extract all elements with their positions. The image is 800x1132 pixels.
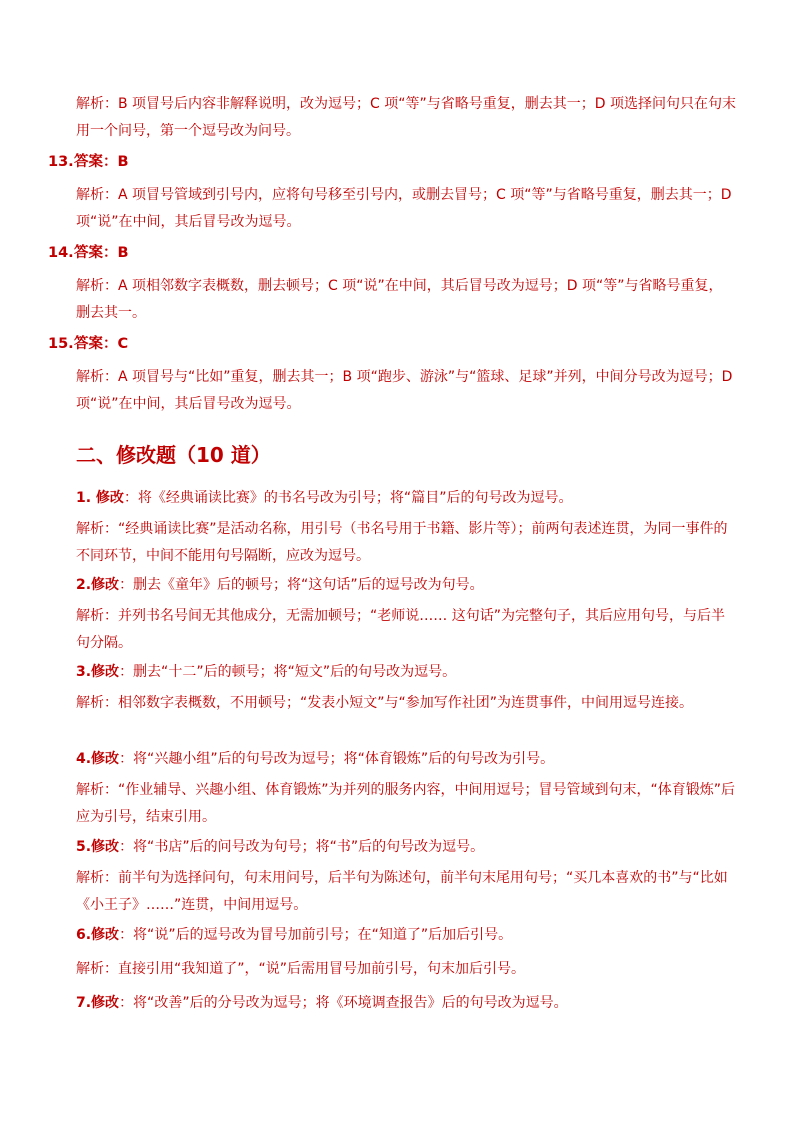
fix-text: ：将《经典诵读比赛》的书名号改为引号；将“篇目”后的句号改为逗号。 <box>123 490 573 506</box>
fix-label: 3.修改 <box>76 664 120 680</box>
answer-13-explanation: 解析：A 项冒号管域到引号内，应将句号移至引号内，或删去冒号；C 项“等”与省略号重复，删去其一；D 项“说”在中间，其后冒号改为逗号。 <box>76 187 732 230</box>
fix-item-3 <box>76 659 736 686</box>
fix-label: 5.修改 <box>76 839 120 855</box>
answer-label: 答案：C <box>74 336 129 352</box>
fix-item-4 <box>76 746 736 773</box>
answer-15 <box>48 333 128 355</box>
fix-text: ：将“改善”后的分号改为逗号；将《环境调查报告》后的句号改为逗号。 <box>119 995 568 1011</box>
fix-item-2 <box>76 572 736 599</box>
answer-number: 15. <box>48 336 74 352</box>
fix-4-explanation: 解析：“作业辅导、兴趣小组、体育锻炼”为并列的服务内容，中间用逗号；冒号管域到句末，“体育锻炼”后应为引号，结束引用。 <box>76 782 736 825</box>
fix-label: 7.修改 <box>76 995 120 1011</box>
fix-item-6 <box>76 922 736 949</box>
answer-number: 13. <box>48 154 74 170</box>
answer-number: 14. <box>48 245 74 261</box>
fix-5-explanation: 解析：前半句为选择问句，句末用问号，后半句为陈述句，前半句末尾用句号；“买几本喜欢的书”与“比如《小王子》……”连贯，中间用逗号。 <box>76 870 728 913</box>
answer-14 <box>48 242 129 264</box>
fix-6-explanation: 解析：直接引用“我知道了”，“说”后需用冒号加前引号，句末加后引号。 <box>76 961 526 977</box>
fix-item-5 <box>76 834 736 861</box>
answer-13 <box>48 151 129 173</box>
answer-label: 答案：B <box>74 154 129 170</box>
fix-item-1 <box>76 485 736 512</box>
answer-label: 答案：B <box>74 245 129 261</box>
fix-text: ：将“书店”后的问号改为句号；将“书”后的句号改为逗号。 <box>119 839 485 855</box>
previous-answer-explanation: 解析：B 项冒号后内容非解释说明，改为逗号；C 项“等”与省略号重复，删去其一；D 项选择问句只在句末用一个问号，第一个逗号改为问号。 <box>76 96 737 139</box>
fix-1-explanation: 解析：“经典诵读比赛”是活动名称，用引号（书名号用于书籍、影片等）；前两句表述连贯，为同一事件的不同环节，中间不能用句号隔断，应改为逗号。 <box>76 521 728 564</box>
fix-item-7 <box>76 990 736 1017</box>
fix-label: 2.修改 <box>76 577 120 593</box>
fix-text: ：将“兴趣小组”后的句号改为逗号；将“体育锻炼”后的句号改为引号。 <box>119 751 555 767</box>
fix-label: 1. 修改 <box>76 490 124 506</box>
fix-label: 4.修改 <box>76 751 120 767</box>
fix-text: ：将“说”后的逗号改为冒号加前引号；在“知道了”后加后引号。 <box>119 927 513 943</box>
answer-14-explanation: 解析：A 项相邻数字表概数，删去顿号；C 项“说”在中间，其后冒号改为逗号；D 项“等”与省略号重复，删去其一。 <box>76 278 723 321</box>
fix-label: 6.修改 <box>76 927 120 943</box>
fix-text: ：删去“十二”后的顿号；将“短文”后的句号改为逗号。 <box>119 664 457 680</box>
fix-text: ：删去《童年》后的顿号；将“这句话”后的逗号改为句号。 <box>119 577 484 593</box>
fix-3-explanation: 解析：相邻数字表概数，不用顿号；“发表小短文”与“参加写作社团”为连贯事件，中间用逗号连接。 <box>76 695 694 711</box>
fix-2-explanation: 解析：并列书名号间无其他成分，无需加顿号；“老师说…… 这句话”为完整句子，其后应用句号，与后半句分隔。 <box>76 608 725 651</box>
answer-15-explanation: 解析：A 项冒号与“比如”重复，删去其一；B 项“跑步、游泳”与“篮球、足球”并列，中间分号改为逗号；D 项“说”在中间，其后冒号改为逗号。 <box>76 369 733 412</box>
section-title: 二、修改题（10 道） <box>76 443 271 467</box>
